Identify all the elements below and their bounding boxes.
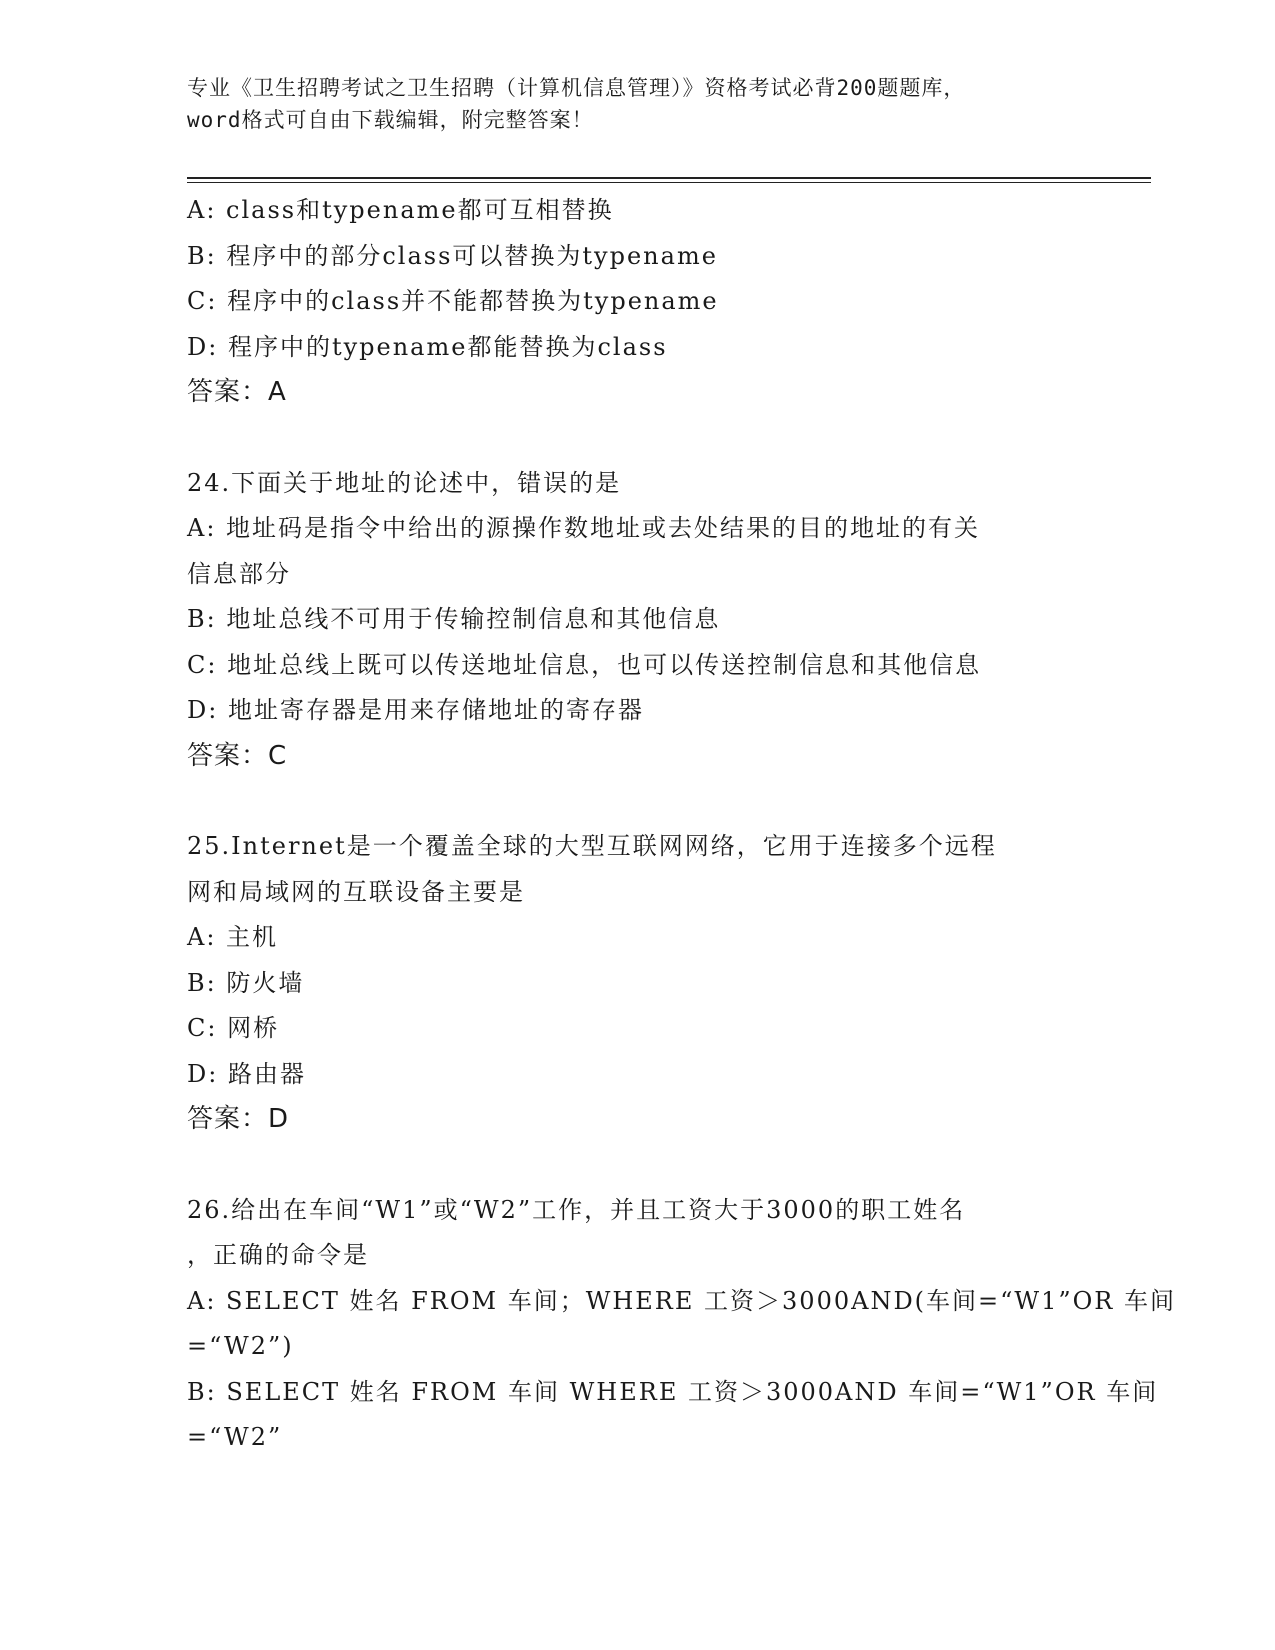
header-line-2: word格式可自由下载编辑，附完整答案！: [187, 108, 594, 132]
q24-option-c: C: 地址总线上既可以传送地址信息，也可以传送控制信息和其他信息: [187, 650, 982, 679]
header-line-1: 专业《卫生招聘考试之卫生招聘（计算机信息管理）》资格考试必背200题题库，: [187, 76, 966, 100]
header-divider-thin: [187, 182, 1151, 183]
q23-answer: 答案：A: [187, 377, 287, 407]
q25-option-a: A: 主机: [187, 923, 279, 951]
q23-option-a: A: class和typename都可互相替换: [187, 196, 614, 224]
q26-option-b: B: SELECT 姓名 FROM 车间 WHERE 工资＞3000AND 车间=“W1”OR 车间: [187, 1377, 1159, 1406]
question-24: [187, 461, 1087, 780]
spacer: [187, 416, 1087, 461]
q26-question-line-2: ，正确的命令是: [187, 1241, 369, 1269]
header-divider-thick: [187, 177, 1151, 179]
q26-option-a: A: SELECT 姓名 FROM 车间；WHERE 工资＞3000AND(车间=“W1”OR 车间: [187, 1286, 1177, 1315]
document-body: [187, 188, 1177, 1461]
q26-option-b-cont: =“W2”: [187, 1423, 283, 1451]
q23-option-b: B: 程序中的部分class可以替换为typename: [187, 241, 718, 270]
q26-question-line-1: 26.给出在车间“W1”或“W2”工作，并且工资大于3000的职工姓名: [187, 1195, 966, 1224]
q24-answer: 答案：C: [187, 740, 288, 771]
q24-question: 24.下面关于地址的论述中，错误的是: [187, 468, 622, 497]
q25-question-line-2: 网和局域网的互联设备主要是: [187, 877, 525, 906]
question-25: [187, 824, 1087, 1143]
q26-option-a-cont: =“W2”): [187, 1332, 294, 1360]
q24-option-a: A: 地址码是指令中给出的源操作数地址或去处结果的目的地址的有关: [187, 514, 981, 542]
spacer: [187, 779, 1087, 824]
q23-option-d: D: 程序中的typename都能替换为class: [187, 332, 668, 361]
question-26: [187, 1188, 1177, 1461]
question-23: [187, 188, 1087, 416]
q25-option-b: B: 防火墙: [187, 968, 305, 997]
q25-option-d: D: 路由器: [187, 1059, 306, 1088]
q24-option-d: D: 地址寄存器是用来存储地址的寄存器: [187, 696, 644, 724]
q23-option-c: C: 程序中的class并不能都替换为typename: [187, 287, 719, 315]
q25-answer: 答案：D: [187, 1104, 290, 1134]
q24-option-a-cont: 信息部分: [187, 559, 291, 588]
q25-option-c: C: 网桥: [187, 1014, 280, 1042]
spacer: [187, 1143, 1087, 1188]
document-header: [187, 72, 1087, 136]
q24-option-b: B: 地址总线不可用于传输控制信息和其他信息: [187, 605, 721, 633]
q25-question-line-1: 25.Internet是一个覆盖全球的大型互联网网络，它用于连接多个远程: [187, 832, 997, 860]
